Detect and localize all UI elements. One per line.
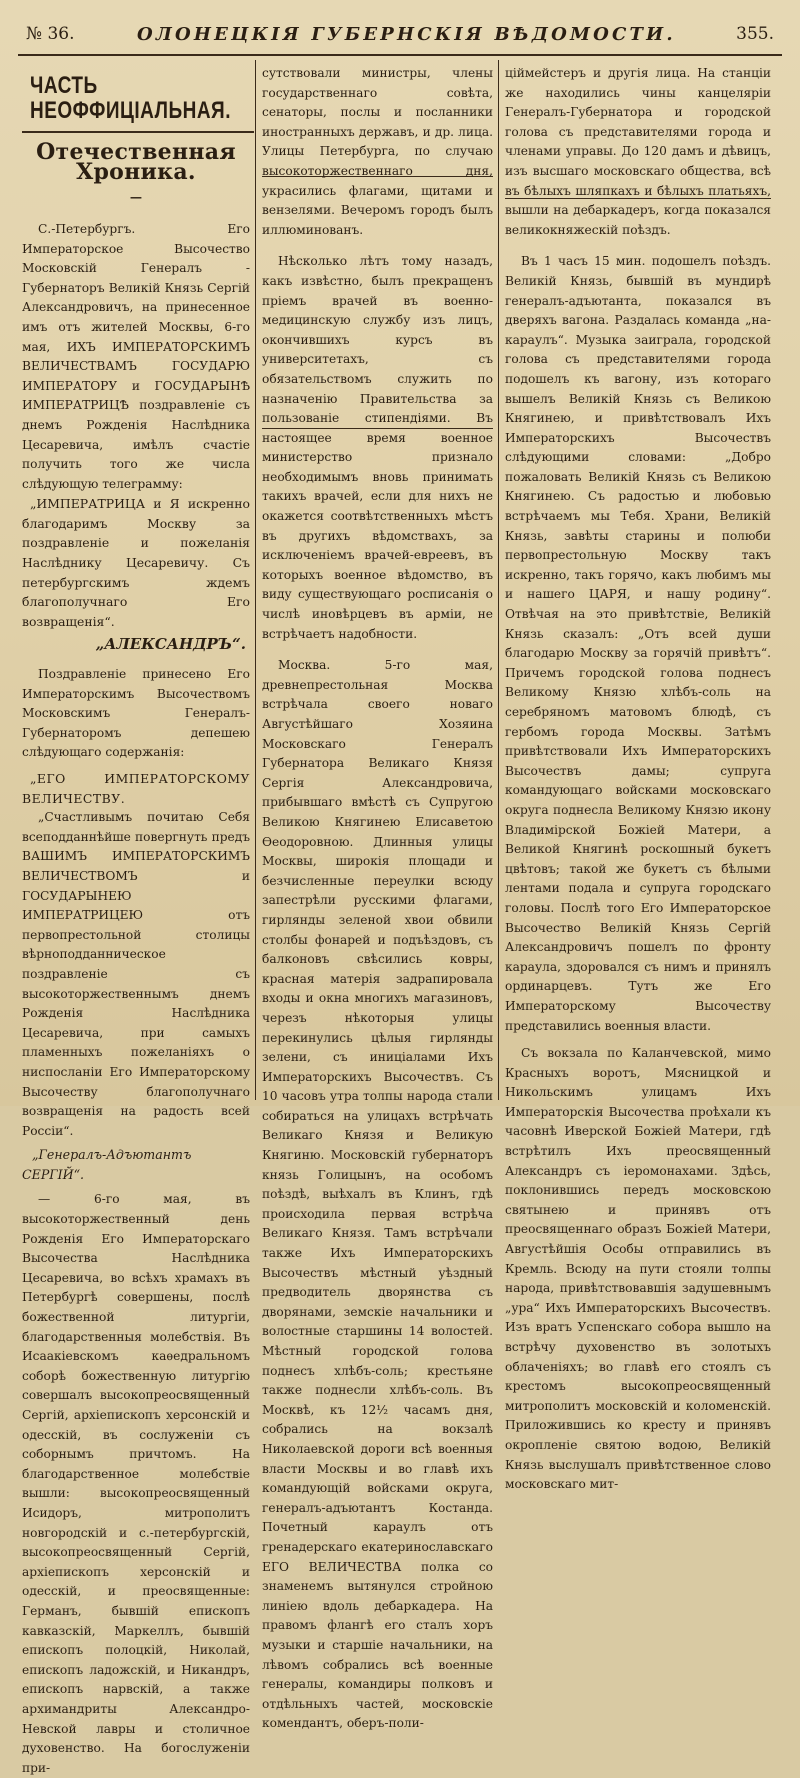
issue-number: № 36. — [26, 24, 75, 44]
article-military-doctors: Нѣсколько лѣтъ тому назадъ, какъ извѣстно, былъ прекращенъ пріемъ врачей въ военно-медицинскую службу изъ лицъ, окончившихъ курсъ въ университетахъ, съ обязательствомъ служить по назначенію Правительства за пользованіе стипендіями. Въ настоящее время военное министерство признало необходимымъ вновь принимать такихъ врачей, если для нихъ не окажется соотвѣтственныхъ мѣстъ въ другихъ вѣдомствахъ, за исключеніемъ врачей-евреевъ, въ которыхъ военное вѣдомство, въ виду существующаго росписанія о числѣ иновѣрцевъ въ арміи, не встрѣчаетъ надобности. — [262, 254, 493, 641]
masthead-rule — [18, 54, 782, 56]
section-header: ЧАСТЬ НЕОФФИЦІАЛЬНАЯ. — [30, 72, 231, 124]
column-divider-2 — [498, 60, 499, 1100]
newspaper-title: ОЛОНЕЦКІЯ ГУБЕРНСКІЯ ВѢДОМОСТИ. — [137, 24, 676, 45]
section-rule — [22, 131, 254, 133]
column-divider-1 — [255, 60, 256, 1100]
greeting-intro: Поздравленіе принесено Его Императорскимъ Высочествомъ Московскимъ Генералъ-Губернаторомъ депешею слѣдующаго содержанія: — [22, 667, 250, 760]
article-kremlin-procession: Съ вокзала по Каланчевской, мимо Красныхъ воротъ, Мясницкой и Никольскимъ улицамъ Ихъ Императорскія Высочества проѣхали къ часовнѣ Иверской Божіей Матери, гдѣ встрѣтилъ Ихъ преосвященный Александръ съ іеромонахами. Здѣсь, поклонившись передъ московскою святынею и принявъ отъ преосвященнаго образъ Божіей Матери, Августѣйшія Особы отправились въ Кремль. Всюду на пути стояли толпы народа, привѣтствовавшія задушевнымъ „ура“ Ихъ Императорскихъ Высочествъ. Изъ вратъ Успенскаго собора вышло на встрѣчу духовенство въ золотыхъ облаченіяхъ; во главѣ его стоялъ съ крестомъ высокопреосвященный митрополитъ московскій и коломенскій. Приложившись ко кресту и принявъ окропленіе святою водою, Великій Князь выслушалъ привѣтственное слово московскаго мит- — [505, 1046, 771, 1492]
telegram-text: „ИМПЕРАТРИЦА и Я искренно благодаримъ Москву за поздравленіе и пожеланія Наслѣднику Цесаревичу. Съ петербургскимъ ждемъ благополучнаго Его возвращенія“. — [22, 496, 250, 629]
article-petersburg-telegram: С.-Петербургъ. Его Императорское Высочество Московскій Генералъ - Губернаторъ Великій Князь Сергій Александровичъ, на принесенное имъ отъ жителей Москвы, 6-го мая, ИХЪ ИМПЕРАТОРСКИМЪ ВЕЛИЧЕСТВАМЪ ГОСУДАРЮ ИМПЕРАТОРУ и ГОСУДАРЫНѢ ИМПЕРАТРИЦѢ поздравленіе съ днемъ Рожденія Наслѣдника Цесаревича, имѣлъ счастіе получить того же числа слѣдующую телеграмму: — [22, 221, 250, 491]
article-moscow-arrival: Москва. 5-го мая, древнепрестольная Москва встрѣчала своего новаго Августѣйшаго Хозяина Московскаго Генералъ Губернатора Великаго Князя Сергія Александровича, прибывшаго вмѣстѣ съ Супругою Великою Княгинею Елисаветою Ѳеодоровною. Длинныя улицы Москвы, широкія площади и безчисленные переулки всюду запестрѣли русскими флагами, гирлянды зеленой хвои обвили столбы фонарей и подъѣздовъ, съ балконовъ свѣсились ковры, красная матерія задрапировала входы и окна многихъ магазиновъ, черезъ нѣкоторыя улицы перекинулись цѣлыя гирлянды зелени, съ иницiалами Ихъ Императорскихъ Высочествъ. Съ 10 часовъ утра толпы народа стали собираться на улицахъ встрѣчать Великаго Князя и Великую Княгиню. Московскій губернаторъ князь Голицынъ, на особомъ поѣздѣ, выѣхалъ въ Клинъ, гдѣ происходила первая встрѣча Великаго Князя. Тамъ встрѣчали также Ихъ Императорскихъ Высочествъ мѣстный уѣздный предводитель дворянства съ дворянами, земскіе начальники и волостные старшины 14 волостей. Мѣстный городской голова поднесъ хлѣбъ-соль; крестьяне также поднесли хлѣбъ-соль. Въ Москвѣ, къ 12½ часамъ дня, собрались на вокзалѣ Николаевской дороги всѣ военныя власти Москвы и во главѣ ихъ командующій войсками округа, генералъ-адъютантъ Костанда. Почетный караулъ отъ гренадерскаго екатеринославскаго ЕГО ВЕЛИЧЕСТВА полка со знаменемъ вытянулся стройною линіею вдоль дебаркадера. На правомъ флангѣ его сталъ хоръ музыки и старшіе начальники, на лѣвомъ собрались всѣ военные генералы, командиры полковъ и отдѣльныхъ частей, московскіе комендантъ, оберъ-поли- — [262, 658, 493, 1731]
article-moscow-continued: ціймейстеръ и другія лица. На станціи же находились чины канцеляріи Генералъ-Губернатора и городской голова съ представителями города и членами управы. До 120 дамъ и дѣвицъ, изъ высшаго московскаго общества, всѣ въ бѣлыхъ шляпкахъ и бѣлыхъ платьяхъ, вышли на дебаркадеръ, когда показался великокняжескій поѣздъ. — [505, 66, 771, 237]
greeting-text: „Счастливымъ почитаю Себя всеподданнѣйше повергнуть предъ ВАШИМЪ ИМПЕРАТОРСКИМЪ ВЕЛИЧЕСТВОМЪ и ГОСУДАРЫНЕЮ ИМПЕРАТРИЦЕЮ отъ первопрестольной столицы вѣрноподданническое поздравленіе съ высокоторжественнымъ днемъ Рожденія Наслѣдника Цесаревича, при самыхъ пламенныхъ пожеланіяхъ о ниспосланіи Его Императорскому Высочеству благополучнаго возвращенія на радость всей Россіи“. — [22, 810, 250, 1138]
article-services-continued: сутствовали министры, члены государственнаго совѣта, сенаторы, послы и посланники иностранныхъ державъ, и др. лица. Улицы Петербурга, по случаю высокоторжественнаго дня, украсились флагами, щитами и вензелями. Вечеромъ городъ былъ иллюминованъ. — [262, 66, 493, 237]
column-3 — [505, 64, 771, 1495]
article-may-6-services: — 6-го мая, въ высокоторжественный день Рожденія Его Императорскаго Высочества Наслѣдника Цесаревича, во всѣхъ храмахъ въ Петербургѣ совершены, послѣ божественной литургіи, благодарственныя молебствія. Въ Исаакіевскомъ каѳедральномъ соборѣ божественную литургію совершалъ высокопреосвященный Сергій, архіепископъ херсонскій и одесскій, въ сослуженіи съ соборнымъ причтомъ. На благодарственное молебствіе вышли: высокопреосвященный Исидоръ, митрополитъ новгородскій и с.-петербургскій, высокопреосвященный Сергій, архіепископъ херсонскій и одесскій, и преосвященные: Германъ, бывшій епископъ кавказскій, Маркеллъ, бывшій епископъ полоцкій, Николай, епископъ ладожскій, и Никандръ, епископъ нарвскій, а также архимандриты Александро-Невской лавры и столичное духовенство. На богослуженіи при- — [22, 1192, 250, 1775]
column-1 — [22, 64, 250, 1778]
page-number: 355. — [736, 24, 774, 44]
greeting-address: „ЕГО ИМПЕРАТОРСКОМУ ВЕЛИЧЕСТВУ. — [22, 771, 250, 806]
article-train-arrival: Въ 1 часъ 15 мин. подошелъ поѣздъ. Великій Князь, бывшій въ мундирѣ генералъ-адъютанта, показался въ дверяхъ вагона. Раздалась команда „на-караулъ“. Музыка заиграла, городской голова съ представителями города подошелъ къ вагону, изъ котораго вышелъ Великій Князь съ Великою Княгинею, и привѣтствовалъ Ихъ Императорскихъ Высочествъ слѣдующими словами: „Добро пожаловать Великій Князь съ Великою Княгинею. Съ радостью и любовью встрѣчаемъ мы Тебя. Храни, Великій Князь, завѣты старины и полюби первопрестольную Москву такъ искренно, такъ горячо, какъ любимъ мы и нашего ЦАРЯ, и нашу родину“. Отвѣчая на это привѣтствіе, Великій Князь сказалъ: „Отъ всей души благодарю Москву за горячій привѣтъ“. Причемъ городской голова поднесъ Великому Князю хлѣбъ-соль на серебряномъ матовомъ блюдѣ, съ гербомъ города Москвы. Затѣмъ привѣтствовали Ихъ Императорскихъ Высочествъ дамы; супруга командующаго войсками московскаго округа поднесла Великому Князю икону Владимірской Божіей Матери, а Великой Княгинѣ роскошный букетъ цвѣтовъ; такой же букетъ съ бѣлыми лентами подала и супруга городскаго головы. Послѣ того Его Императорское Высочество Великій Князь Сергій Александровичъ пошелъ по фронту караула, здоровался съ нимъ и принялъ ординарцевъ. Тутъ же Его Императорскому Высочеству представились военныя власти. — [505, 254, 771, 1033]
greeting-signature: „Генералъ-Адъютантъ СЕРГІЙ“. — [22, 1147, 192, 1182]
telegram-signature: „АЛЕКСАНДРЪ“. — [95, 635, 246, 654]
masthead — [12, 18, 788, 50]
column-2 — [262, 64, 493, 1734]
chronicle-dash: — — [129, 190, 143, 205]
chronicle-title: Отечественная Хроника. — [36, 139, 236, 185]
